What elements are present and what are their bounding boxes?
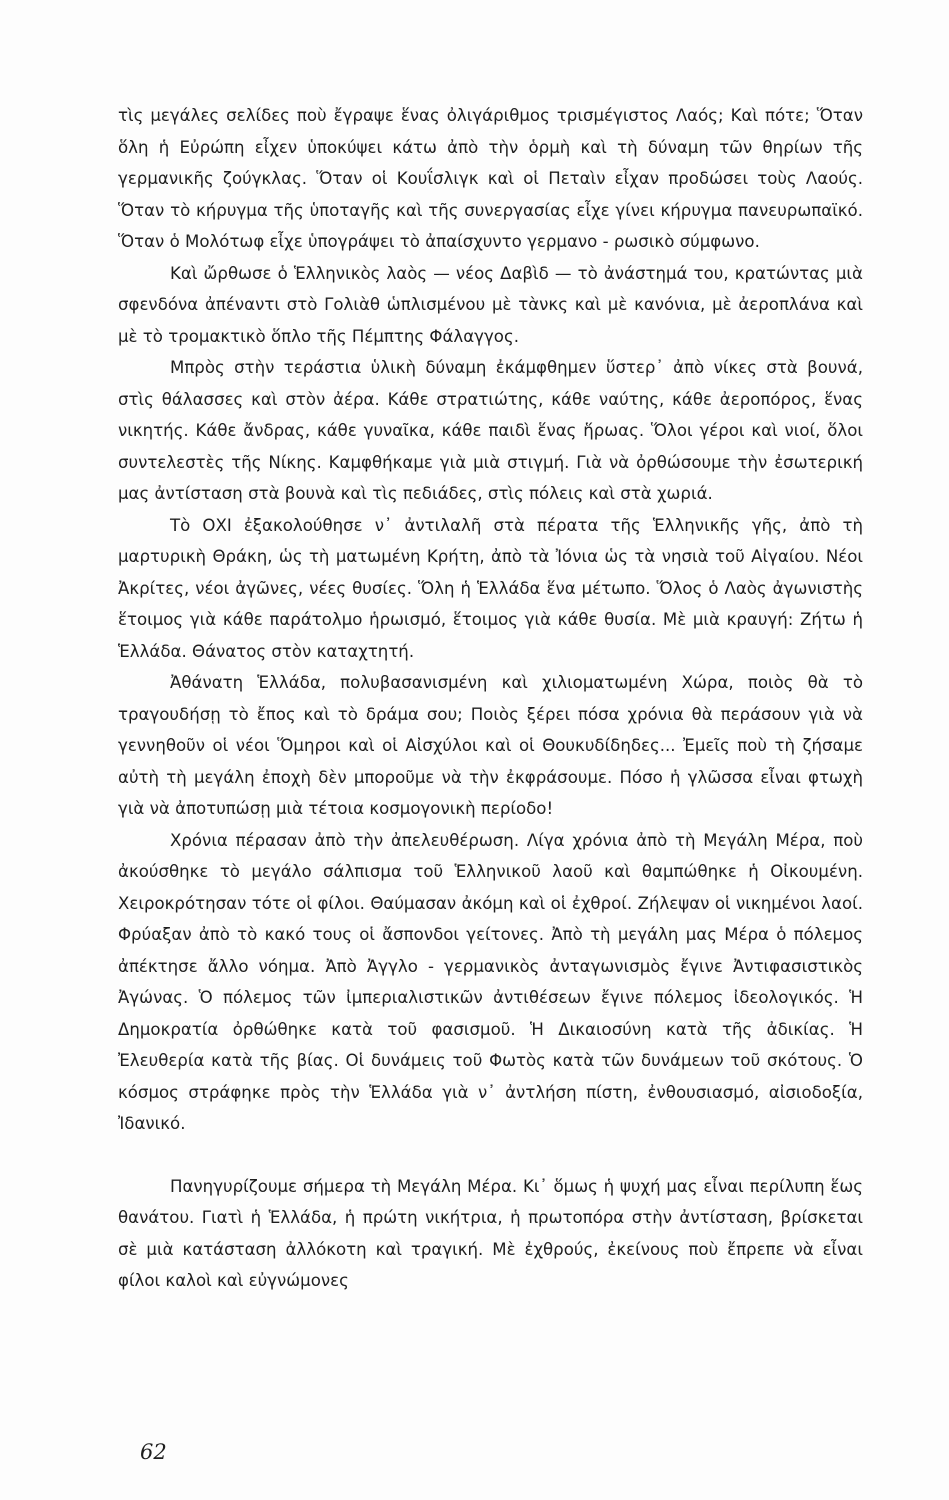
paragraph-1: τὶς μεγάλες σελίδες ποὺ ἔγραψε ἕνας ὀλιγάριθμος τρισμέγιστος Λαός; Καὶ πότε; Ὅταν ὅλη ἡ Εὐρώπη εἶχεν ὑποκύψει κάτω ἀπὸ τὴν ὁρμὴ καὶ τὴ δύναμη τῶν θηρίων τῆς γερμανικῆς ζούγκλας. Ὅταν οἱ Κουΐσλιγκ καὶ οἱ Πεταὶν εἶχαν προδώσει τοὺς Λαούς. Ὅταν τὸ κήρυγμα τῆς ὑποταγῆς καὶ τῆς συνεργασίας εἶχε γίνει κήρυγμα πανευρωπαϊκό. Ὅταν ὁ Μολότωφ εἶχε ὑπογράψει τὸ ἀπαίσχυντο γερμανο - ρωσικὸ σύμφωνο. [118, 106, 863, 251]
body-text [118, 100, 863, 1297]
paragraph-2: Καὶ ὤρθωσε ὁ Ἑλληνικὸς λαὸς — νέος Δαβὶδ — τὸ ἀνάστημά του, κρατώντας μιὰ σφενδόνα ἀπέναντι στὸ Γολιὰθ ὡπλισμένου μὲ τὰνκς καὶ μὲ κανόνια, μὲ ἀεροπλάνα καὶ μὲ τὸ τρομακτικὸ ὅπλο τῆς Πέμπτης Φάλαγγος. [118, 263, 863, 346]
paragraph-6: Χρόνια πέρασαν ἀπὸ τὴν ἀπελευθέρωση. Λίγα χρόνια ἀπὸ τὴ Μεγάλη Μέρα, ποὺ ἀκούσθηκε τὸ μεγάλο σάλπισμα τοῦ Ἑλληνικοῦ λαοῦ καὶ θαμπώθηκε ἡ Οἰκουμένη. Χειροκρότησαν τότε οἱ φίλοι. Θαύμασαν ἀκόμη καὶ οἱ ἐχθροί. Ζήλεψαν οἱ νικημένοι λαοί. Φρύαξαν ἀπὸ τὸ κακό τους οἱ ἄσπονδοι γείτονες. Ἀπὸ τὴ μεγάλη μας Μέρα ὁ πόλεμος ἀπέκτησε ἄλλο νόημα. Ἀπὸ Ἀγγλο - γερμανικὸς ἀνταγωνισμὸς ἔγινε Ἀντιφασιστικὸς Ἀγώνας. Ὁ πόλεμος τῶν ἰμπεριαλιστικῶν ἀντιθέσεων ἔγινε πόλεμος ἰδεολογικός. Ἡ Δημοκρατία ὀρθώθηκε κατὰ τοῦ φασισμοῦ. Ἡ Δικαιοσύνη κατὰ τῆς ἀδικίας. Ἡ Ἐλευθερία κατὰ τῆς βίας. Οἱ δυνάμεις τοῦ Φωτὸς κατὰ τῶν δυνάμεων τοῦ σκότους. Ὁ κόσμος στράφηκε πρὸς τὴν Ἑλλάδα γιὰ ν᾽ ἀντλήση πίστη, ἐνθουσιασμό, αἰσιοδοξία, Ἰδανικό. [118, 830, 863, 1133]
paragraph-5: Ἀθάνατη Ἑλλάδα, πολυβασανισμένη καὶ χιλιοματωμένη Χώρα, ποιὸς θὰ τὸ τραγουδήσῃ τὸ ἔπος καὶ τὸ δράμα σου; Ποιὸς ξέρει πόσα χρόνια θὰ περάσουν γιὰ νὰ γεννηθοῦν οἱ νέοι Ὅμηροι καὶ οἱ Αἰσχύλοι καὶ οἱ Θουκυδίδηδες... Ἐμεῖς ποὺ τὴ ζήσαμε αὐτὴ τὴ μεγάλη ἐποχὴ δὲν μποροῦμε νὰ τὴν ἐκφράσουμε. Πόσο ἡ γλῶσσα εἶναι φτωχὴ γιὰ νὰ ἀποτυπώσῃ μιὰ τέτοια κοσμογονικὴ περίοδο! [118, 673, 863, 818]
paragraph-4: Τὸ ΟΧΙ ἐξακολούθησε ν᾽ ἀντιλαλῆ στὰ πέρατα τῆς Ἑλληνικῆς γῆς, ἀπὸ τὴ μαρτυρικὴ Θράκη, ὡς τὴ ματωμένη Κρήτη, ἀπὸ τὰ Ἰόνια ὡς τὰ νησιὰ τοῦ Αἰγαίου. Νέοι Ἀκρίτες, νέοι ἀγῶνες, νέες θυσίες. Ὅλη ἡ Ἑλλάδα ἕνα μέτωπο. Ὅλος ὁ Λαὸς ἀγωνιστὴς ἕτοιμος γιὰ κάθε παράτολμο ἡρωισμό, ἕτοιμος γιὰ κάθε θυσία. Μὲ μιὰ κραυγή: Ζήτω ἡ Ἑλλάδα. Θάνατος στὸν καταχτητή. [118, 515, 863, 661]
page-number: 62 [140, 1440, 167, 1464]
paragraph-7: Πανηγυρίζουμε σήμερα τὴ Μεγάλη Μέρα. Κι᾽ ὅμως ἡ ψυχή μας εἶναι περίλυπη ἕως θανάτου. Γιατὶ ἡ Ἑλλάδα, ἡ πρώτη νικήτρια, ἡ πρωτοπόρα στὴν ἀντίσταση, βρίσκεται σὲ μιὰ κατάσταση ἀλλόκοτη καὶ τραγική. Μὲ ἐχθρούς, ἐκείνους ποὺ ἔπρεπε νὰ εἶναι φίλοι καλοὶ καὶ εὐγνώμονες [118, 1176, 863, 1290]
paragraph-3: Μπρὸς στὴν τεράστια ὑλικὴ δύναμη ἐκάμφθημεν ὕστερ᾽ ἀπὸ νίκες στὰ βουνά, στὶς θάλασσες καὶ στὸν ἀέρα. Κάθε στρατιώτης, κάθε ναύτης, κάθε ἀεροπόρος, ἕνας νικητής. Κάθε ἄνδρας, κάθε γυναῖκα, κάθε παιδὶ ἕνας ἥρωας. Ὅλοι γέροι καὶ νιοί, ὅλοι συντελεστὲς τῆς Νίκης. Καμφθήκαμε γιὰ μιὰ στιγμή. Γιὰ νὰ ὀρθώσουμε τὴν ἐσωτερική μας ἀντίσταση στὰ βουνὰ καὶ τὶς πεδιάδες, στὶς πόλεις καὶ στὰ χωριά. [118, 358, 863, 503]
